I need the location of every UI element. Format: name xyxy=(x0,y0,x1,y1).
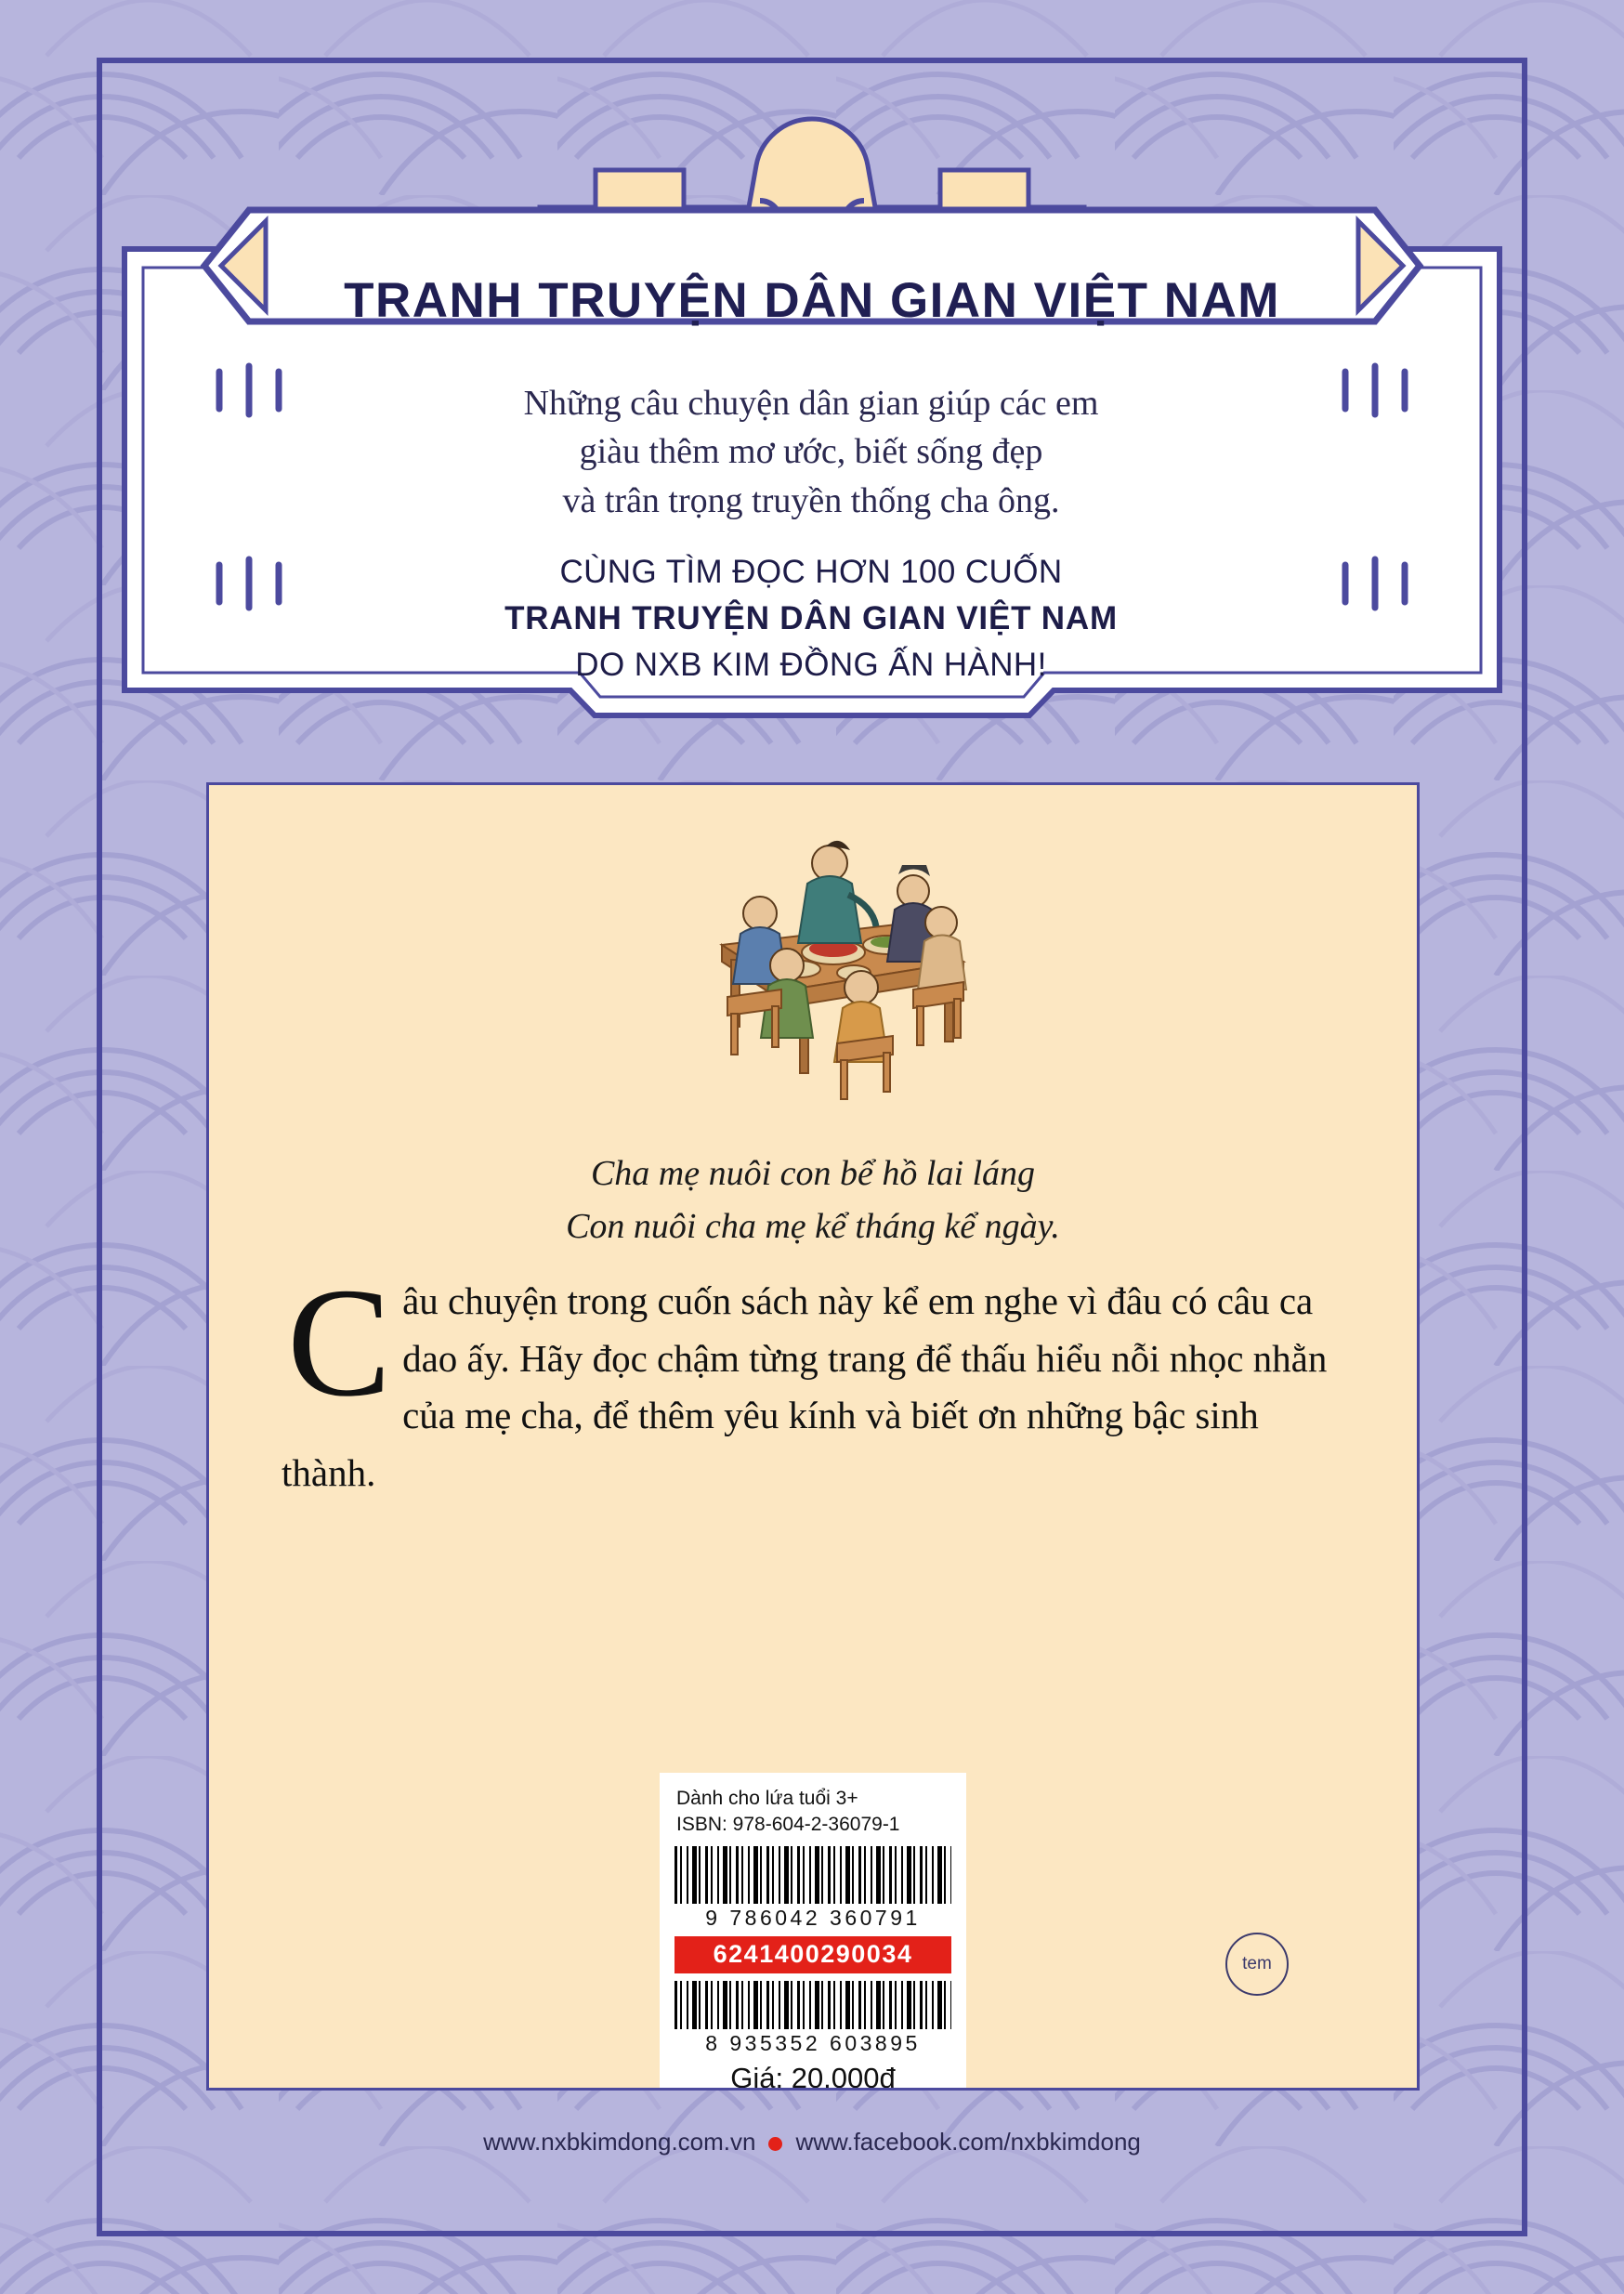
drop-cap: C xyxy=(287,1256,392,1429)
poem-line-2: Con nuôi cha mẹ kể tháng kể ngày. xyxy=(566,1207,1060,1246)
family-dinner-illustration xyxy=(618,806,1008,1121)
series-title: TRANH TRUYỆN DÂN GIAN VIỆT NAM xyxy=(344,273,1280,328)
footer-links xyxy=(0,2128,1624,2156)
cta-line-2: TRANH TRUYỆN DÂN GIAN VIỆT NAM xyxy=(504,600,1118,636)
isbn-digits: 9 786042 360791 xyxy=(705,1905,921,1930)
ean-digits: 8 935352 603895 xyxy=(705,2030,921,2055)
blurb-block xyxy=(230,379,1392,688)
body-paragraph xyxy=(282,1256,1350,1501)
separator-dot-icon xyxy=(768,2137,782,2151)
red-code-strip: 6241400290034 xyxy=(674,1936,951,1973)
isbn-barcode xyxy=(674,1846,951,1904)
cta-line-3: DO NXB KIM ĐỒNG ẤN HÀNH! xyxy=(575,646,1047,683)
stamp-circle: tem xyxy=(1225,1933,1289,1996)
blurb-line-1: Những câu chuyện dân gian giúp các em xyxy=(523,384,1099,423)
blurb-line-2: giàu thêm mơ ước, biết sống đẹp xyxy=(579,432,1043,472)
body-text: âu chuyện trong cuốn sách này kể em nghe vì đâu có câu ca dao ấy. Hãy đọc chậm từng trang để thấu hiểu nỗi nhọc nhằn của mẹ cha, để thêm yêu kính và biết ơn những bậc sinh thành. xyxy=(282,1279,1328,1494)
barcode-block xyxy=(660,1773,966,2091)
price-label: Giá: 20.000đ xyxy=(730,2061,896,2091)
cta-line-1: CÙNG TÌM ĐỌC HƠN 100 CUỐN xyxy=(559,554,1063,591)
facebook-link[interactable]: www.facebook.com/nxbkimdong xyxy=(795,2128,1141,2156)
top-banner-block xyxy=(110,100,1514,797)
website-link[interactable]: www.nxbkimdong.com.vn xyxy=(483,2128,756,2156)
blurb-line-3: và trân trọng truyền thống cha ông. xyxy=(562,480,1060,520)
ean-barcode xyxy=(674,1981,951,2029)
isbn-label: ISBN: 978-604-2-36079-1 xyxy=(676,1814,900,1836)
poem-block xyxy=(209,1147,1417,1253)
poem-line-1: Cha mẹ nuôi con bể hồ lai láng xyxy=(590,1154,1036,1193)
main-cream-panel xyxy=(206,782,1420,2091)
age-label: Dành cho lứa tuổi 3+ xyxy=(676,1788,858,1809)
